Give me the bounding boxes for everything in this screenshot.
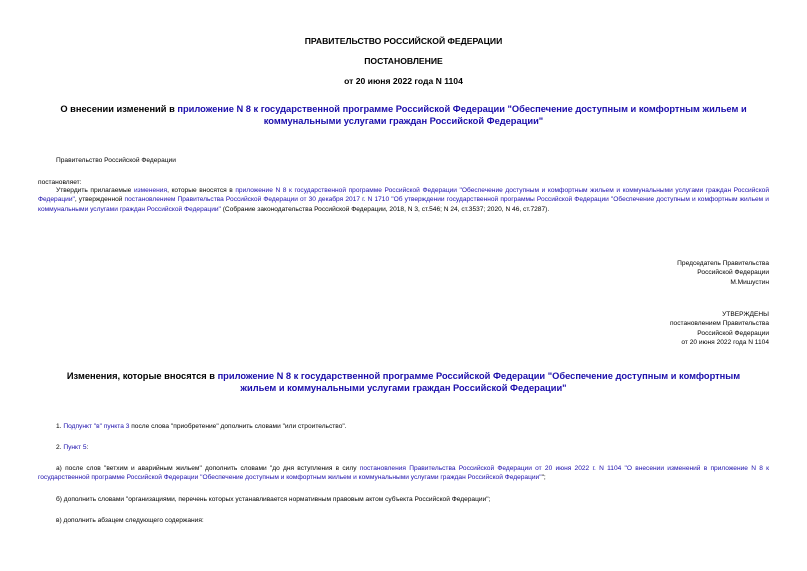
- approved-country: Российской Федерации: [697, 329, 769, 337]
- p1-resolution-link[interactable]: постановлением Правительства Российской Федерации от 30 декабря 2017 г. N 1710 "Об утверждении государственной программы Российской Федерации "Обеспечение доступным и комфортным жильем и коммунальными услугами граждан Российской Федерации": [38, 196, 769, 213]
- p1-changes-link[interactable]: изменения: [133, 187, 168, 194]
- item-a-resolution-link[interactable]: постановления Правительства Российской Федерации от 20 июня 2022 г. N 1104 "О внесении изменений в приложение N 8 к государственной программе Российской Федерации "Обеспечение доступным и комфортным жильем и коммунальными услугами граждан Российской Федерации": [38, 465, 769, 482]
- approved-word: УТВЕРЖДЕНЫ: [722, 311, 769, 318]
- decrees-word: постановляет:: [38, 179, 82, 186]
- approved-by: постановлением Правительства: [669, 320, 769, 328]
- p1-text-c: , утвержденной: [74, 196, 125, 204]
- item-1-number: 1.: [56, 423, 64, 430]
- item-c: в) дополнить абзацем следующего содержания:: [56, 517, 204, 524]
- document-type: ПОСТАНОВЛЕНИЕ: [364, 56, 443, 66]
- document-title: [36, 103, 771, 127]
- changes-title-annex-link[interactable]: приложение N 8 к государственной программе Российской Федерации "Обеспечение доступным и комфортным жильем и коммунальными услугами граждан Российской Федерации": [217, 371, 741, 393]
- approved-date: от 20 июня 2022 года N 1104: [681, 339, 769, 347]
- signature-name: М.Мишустин: [730, 278, 769, 286]
- item-1-link[interactable]: Подпункт "в" пункта 3: [63, 423, 130, 430]
- p1-annex-link[interactable]: приложение N 8 к государственной программе Российской Федерации "Обеспечение доступным и комфортным жильем и коммунальными услугами граждан Российской Федерации": [38, 187, 770, 204]
- title-prefix: О внесении изменений в: [60, 104, 178, 114]
- signature-block: [500, 259, 769, 287]
- item-a-text-a: а) после слов "ветхим и аварийным жильем" дополнить словами "до дня вступления в силу: [56, 465, 360, 472]
- item-2: [56, 443, 88, 452]
- item-a: [38, 464, 769, 483]
- item-a-text-b: ";: [541, 474, 546, 482]
- approved-block: [500, 310, 769, 348]
- document-date-number: от 20 июня 2022 года N 1104: [344, 76, 463, 86]
- item-2-number: 2.: [56, 444, 64, 451]
- signature-position: Председатель Правительства: [677, 260, 769, 267]
- item-1: [56, 422, 347, 431]
- government-subject: Правительство Российской Федерации: [56, 157, 176, 164]
- item-b: б) дополнить словами "организациями, перечень которых устанавливается нормативным правовым актом субъекта Российской Федерации";: [56, 496, 491, 503]
- changes-title: [48, 370, 759, 394]
- changes-title-prefix: Изменения, которые вносятся в: [66, 371, 218, 381]
- p1-text-b: , которые вносятся в: [167, 187, 236, 194]
- title-annex-link[interactable]: приложение N 8 к государственной программе Российской Федерации "Обеспечение доступным и комфортным жильем и коммунальными услугами граждан Российской Федерации": [177, 104, 747, 126]
- signature-country: Российской Федерации: [697, 269, 769, 277]
- item-2-text: :: [86, 444, 89, 451]
- p1-text-a: Утвердить прилагаемые: [56, 187, 134, 194]
- item-1-text: после слова "приобретение" дополнить словами "или строительство".: [129, 423, 347, 430]
- item-2-link[interactable]: Пункт 5: [63, 444, 87, 451]
- p1-text-d: (Собрание законодательства Российской Федерации, 2018, N 3, ст.546; N 24, ст.3537; 2020, N 46, ст.7287).: [220, 205, 550, 213]
- government-heading: ПРАВИТЕЛЬСТВО РОССИЙСКОЙ ФЕДЕРАЦИИ: [304, 36, 503, 46]
- paragraph-1: [38, 186, 769, 214]
